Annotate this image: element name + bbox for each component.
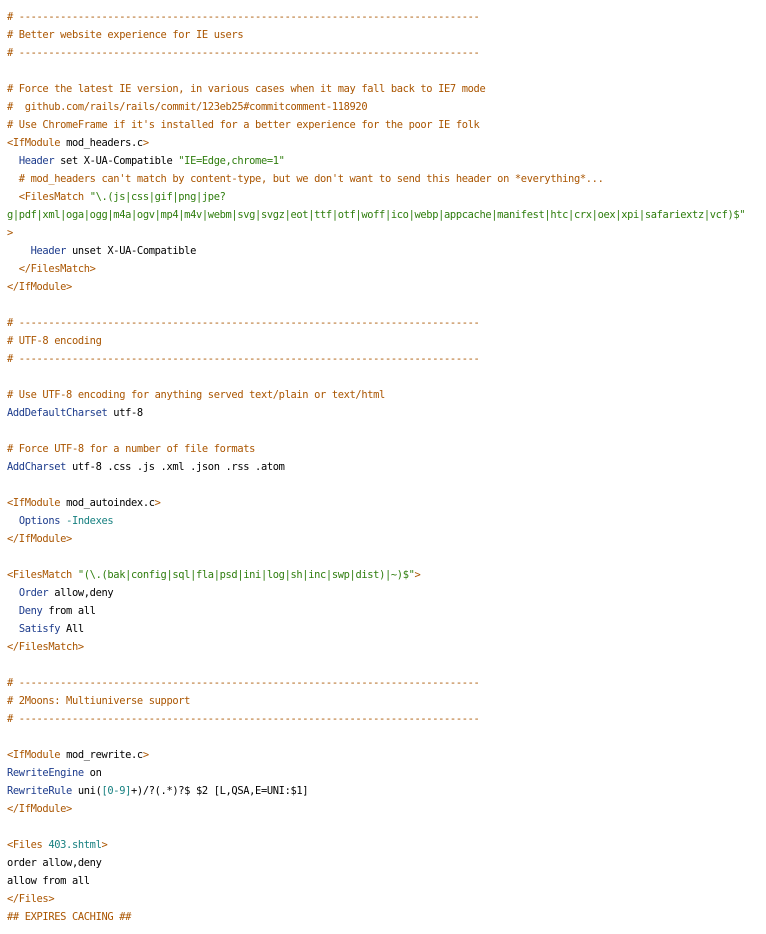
string-text: "\.(js|css|gif|png|jpe?	[89, 191, 226, 203]
directive-text: Order	[18, 587, 49, 599]
code-line	[7, 206, 766, 224]
directive-text: Deny	[18, 605, 43, 617]
code-line	[7, 116, 766, 134]
code-line	[7, 512, 766, 530]
tag-text: </FilesMatch>	[7, 263, 96, 275]
comment-text: # ------------------------------------------------------------------------------	[7, 677, 480, 689]
code-line	[7, 98, 766, 116]
code-text	[7, 587, 19, 599]
code-text: from all	[42, 605, 96, 617]
code-line	[7, 836, 766, 854]
code-line	[7, 908, 766, 926]
code-line	[7, 404, 766, 422]
code-line	[7, 80, 766, 98]
code-text	[7, 605, 19, 617]
code-line	[7, 584, 766, 602]
directive-text: AddCharset	[7, 461, 67, 473]
code-text: uni(	[71, 785, 102, 797]
code-line	[7, 224, 766, 242]
code-line	[7, 764, 766, 782]
blank-line	[7, 296, 766, 314]
blank-line	[7, 368, 766, 386]
code-text: set X-UA-Compatible	[54, 155, 179, 167]
code-text: +)/?(.*)?$ $2 [L,QSA,E=UNI:$1]	[131, 785, 309, 797]
tag-text: </Files>	[7, 893, 55, 905]
code-line	[7, 188, 766, 206]
code-line	[7, 674, 766, 692]
code-text	[7, 515, 19, 527]
code-text	[7, 623, 19, 635]
value-text: 403.shtml	[48, 839, 102, 851]
code-line	[7, 314, 766, 332]
tag-text: <IfModule	[7, 749, 67, 761]
code-line	[7, 782, 766, 800]
comment-text: # Use ChromeFrame if it's installed for a better experience for the poor IE folk	[7, 119, 480, 131]
code-text	[7, 155, 19, 167]
code-line	[7, 854, 766, 872]
directive-text: Header	[30, 245, 67, 257]
code-line	[7, 602, 766, 620]
code-line	[7, 278, 766, 296]
code-line	[7, 710, 766, 728]
tag-text: </FilesMatch>	[7, 641, 84, 653]
blank-line	[7, 476, 766, 494]
code-line	[7, 44, 766, 62]
directive-text: RewriteRule	[7, 785, 72, 797]
tag-text: <Files	[7, 839, 49, 851]
blank-line	[7, 422, 766, 440]
code-line	[7, 260, 766, 278]
tag-text: >	[142, 137, 149, 149]
code-text: allow from all	[7, 875, 90, 887]
comment-text: # Force UTF-8 for a number of file formats	[7, 443, 256, 455]
code-line	[7, 566, 766, 584]
code-line	[7, 890, 766, 908]
string-text: "IE=Edge,chrome=1"	[178, 155, 285, 167]
code-line	[7, 170, 766, 188]
comment-text: # 2Moons: Multiuniverse support	[7, 695, 191, 707]
code-line	[7, 8, 766, 26]
code-text: mod_autoindex.c	[66, 497, 155, 509]
comment-text: # Force the latest IE version, in various cases when it may fall back to IE7 mode	[7, 83, 486, 95]
code-text: allow,deny	[48, 587, 114, 599]
blank-line	[7, 656, 766, 674]
comment-text: # ------------------------------------------------------------------------------	[7, 47, 480, 59]
comment-text: # Use UTF-8 encoding for anything served text/plain or text/html	[7, 389, 385, 401]
code-line	[7, 134, 766, 152]
string-text: "(\.(bak|config|sql|fla|psd|ini|log|sh|inc|swp|dist)|~)$"	[77, 569, 415, 581]
comment-text: # ------------------------------------------------------------------------------	[7, 317, 480, 329]
code-text: mod_rewrite.c	[66, 749, 143, 761]
code-text: order allow,deny	[7, 857, 102, 869]
blank-line	[7, 818, 766, 836]
blank-line	[7, 548, 766, 566]
comment-text: # UTF-8 encoding	[7, 335, 102, 347]
tag-text: </IfModule>	[7, 281, 72, 293]
tag-text: >	[101, 839, 108, 851]
code-line	[7, 746, 766, 764]
code-line	[7, 530, 766, 548]
tag-text: </IfModule>	[7, 803, 72, 815]
code-text: All	[60, 623, 84, 635]
code-line	[7, 152, 766, 170]
tag-text: >	[142, 749, 149, 761]
value-text: [0-9]	[101, 785, 132, 797]
code-text: unset X-UA-Compatible	[66, 245, 196, 257]
code-line	[7, 332, 766, 350]
directive-text: Options	[18, 515, 61, 527]
comment-text: # Better website experience for IE users	[7, 29, 244, 41]
code-listing	[7, 8, 766, 926]
tag-text: <FilesMatch	[7, 191, 90, 203]
code-line	[7, 440, 766, 458]
blank-line	[7, 62, 766, 80]
comment-text: # github.com/rails/rails/commit/123eb25#commitcomment-118920	[7, 101, 368, 113]
code-text: utf-8	[107, 407, 143, 419]
comment-text: # ------------------------------------------------------------------------------	[7, 353, 480, 365]
comment-text: # ------------------------------------------------------------------------------	[7, 713, 480, 725]
code-text	[7, 245, 31, 257]
directive-text: Satisfy	[18, 623, 61, 635]
directive-text: RewriteEngine	[7, 767, 84, 779]
code-line	[7, 638, 766, 656]
code-line	[7, 350, 766, 368]
tag-text: </IfModule>	[7, 533, 72, 545]
tag-text: <FilesMatch	[7, 569, 78, 581]
code-line	[7, 692, 766, 710]
code-line	[7, 620, 766, 638]
comment-text: ## EXPIRES CACHING ##	[7, 911, 132, 923]
code-line	[7, 242, 766, 260]
code-text: utf-8 .css .js .xml .json .rss .atom	[66, 461, 285, 473]
directive-text: Header	[18, 155, 55, 167]
code-text: on	[83, 767, 102, 779]
value-text: -Indexes	[66, 515, 114, 527]
tag-text: >	[154, 497, 161, 509]
comment-text: # ------------------------------------------------------------------------------	[7, 11, 480, 23]
code-line	[7, 800, 766, 818]
code-text: mod_headers.c	[66, 137, 143, 149]
blank-line	[7, 728, 766, 746]
string-text: g|pdf|xml|oga|ogg|m4a|ogv|mp4|m4v|webm|svg|svgz|eot|ttf|otf|woff|ico|webp|appcache|manifest|htc|crx|oex|xpi|safariextz|vcf)$"	[7, 209, 746, 221]
tag-text: <IfModule	[7, 137, 67, 149]
code-line	[7, 386, 766, 404]
code-line	[7, 494, 766, 512]
code-line	[7, 26, 766, 44]
tag-text: <IfModule	[7, 497, 67, 509]
code-line	[7, 872, 766, 890]
tag-text: >	[414, 569, 421, 581]
directive-text: AddDefaultCharset	[7, 407, 108, 419]
code-line	[7, 458, 766, 476]
comment-text: # mod_headers can't match by content-type, but we don't want to send this header on *everything*...	[7, 173, 604, 185]
tag-text: >	[7, 227, 13, 239]
